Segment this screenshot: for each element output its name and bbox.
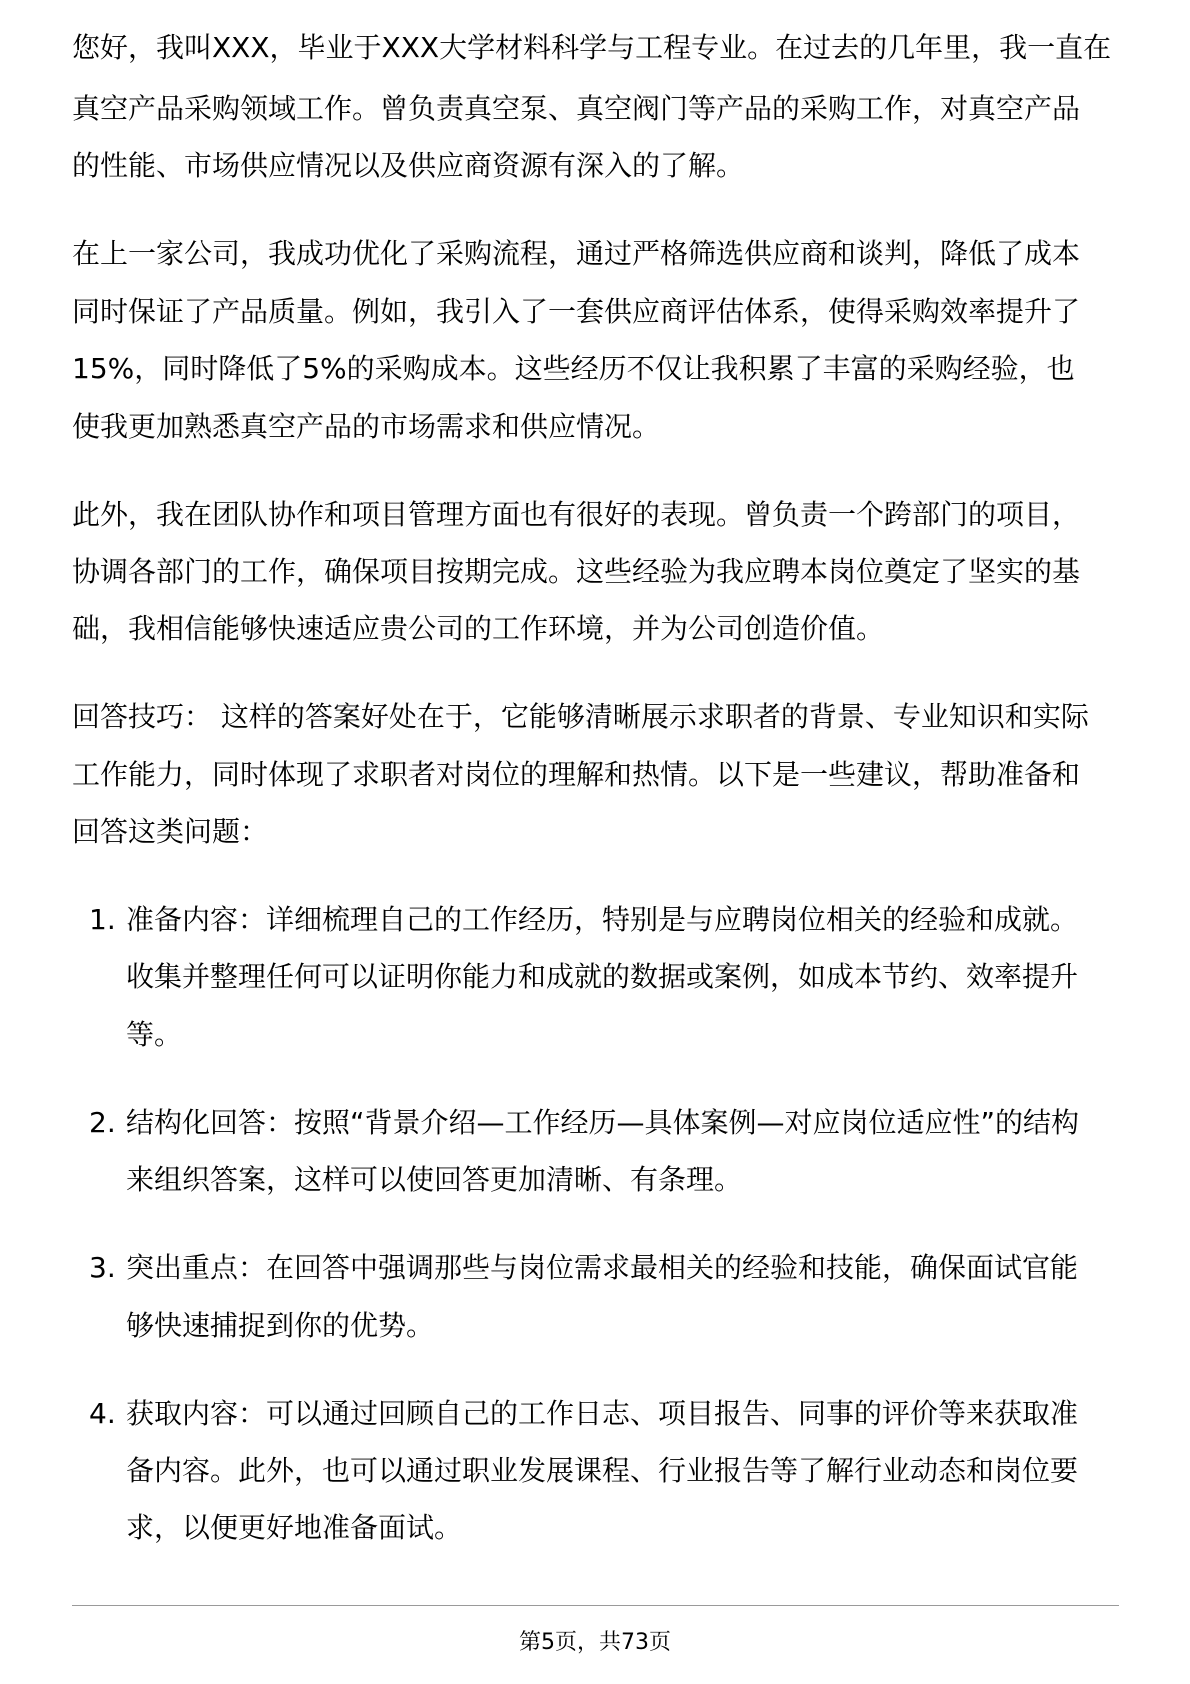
list-item-line: 来组织答案，这样可以使回答更加清晰、有条理。 — [126, 1163, 743, 1197]
paragraph-teamwork — [72, 486, 1162, 658]
list-item-line: 结构化回答：按照“背景介绍—工作经历—具体案例—对应岗位适应性”的结构 — [126, 1105, 1080, 1139]
list-item-line: 准备内容：详细梳理自己的工作经历，特别是与应聘岗位相关的经验和成就。 — [126, 903, 1079, 937]
paragraph-line: 真空产品采购领域工作。曾负责真空泵、真空阀门等产品的采购工作，对真空产品 — [72, 92, 1081, 125]
list-item-line: 突出重点：在回答中强调那些与岗位需求最相关的经验和技能，确保面试官能 — [126, 1251, 1079, 1285]
list-item-number: 1. — [89, 903, 116, 937]
paragraph-line: 此外，我在团队协作和项目管理方面也有很好的表现。曾负责一个跨部门的项目， — [72, 497, 1081, 531]
list-item-line: 获取内容：可以通过回顾自己的工作日志、项目报告、同事的评价等来获取准 — [126, 1396, 1079, 1430]
page-content — [72, 31, 1162, 1587]
paragraph-intro — [72, 31, 1162, 195]
list-item-line: 收集并整理任何可以证明你能力和成就的数据或案例，如成本节约、效率提升 — [126, 960, 1079, 994]
page-number: 第5页，共73页 — [519, 1630, 671, 1655]
list-item-number: 3. — [89, 1251, 116, 1285]
paragraph-line: 使我更加熟悉真空产品的市场需求和供应情况。 — [72, 409, 661, 443]
footer-divider — [72, 1605, 1119, 1606]
paragraph-line: 在上一家公司，我成功优化了采购流程，通过严格筛选供应商和谈判，降低了成本 — [72, 237, 1081, 271]
list-item — [72, 1094, 1162, 1209]
paragraph-line: 同时保证了产品质量。例如，我引入了一套供应商评估体系，使得采购效率提升了 — [72, 294, 1081, 328]
list-item — [72, 1385, 1162, 1557]
paragraph-line: 您好，我叫XXX，毕业于XXX大学材料科学与工程专业。在过去的几年里，我一直在 — [72, 31, 1112, 64]
list-item — [72, 1239, 1162, 1354]
paragraph-line: 15%，同时降低了5%的采购成本。这些经历不仅让我积累了丰富的采购经验，也 — [72, 352, 1075, 386]
list-item-number: 4. — [89, 1396, 116, 1430]
list-item-line: 求，以便更好地准备面试。 — [126, 1511, 463, 1545]
paragraph-answer-tips — [72, 688, 1162, 860]
paragraph-line: 础，我相信能够快速适应贵公司的工作环境，并为公司创造价值。 — [72, 612, 885, 646]
paragraph-line: 协调各部门的工作，确保项目按期完成。这些经验为我应聘本岗位奠定了坚实的基 — [72, 554, 1081, 588]
paragraph-line: 回答这类问题： — [72, 815, 269, 849]
list-item-line: 等。 — [126, 1017, 183, 1051]
paragraph-experience — [72, 225, 1162, 455]
paragraph-line: 的性能、市场供应情况以及供应商资源有深入的了解。 — [72, 149, 745, 183]
tips-numbered-list — [72, 891, 1162, 1557]
list-item-line: 够快速捕捉到你的优势。 — [126, 1308, 435, 1342]
paragraph-line: 回答技巧： 这样的答案好处在于，它能够清晰展示求职者的背景、专业知识和实际 — [72, 700, 1089, 734]
cut-off-line-clip — [72, 31, 1162, 68]
paragraph-line: 工作能力，同时体现了求职者对岗位的理解和热情。以下是一些建议，帮助准备和 — [72, 757, 1081, 791]
list-item-number: 2. — [89, 1105, 116, 1139]
list-item — [72, 891, 1162, 1063]
list-item-line: 备内容。此外，也可以通过职业发展课程、行业报告等了解行业动态和岗位要 — [126, 1453, 1079, 1487]
